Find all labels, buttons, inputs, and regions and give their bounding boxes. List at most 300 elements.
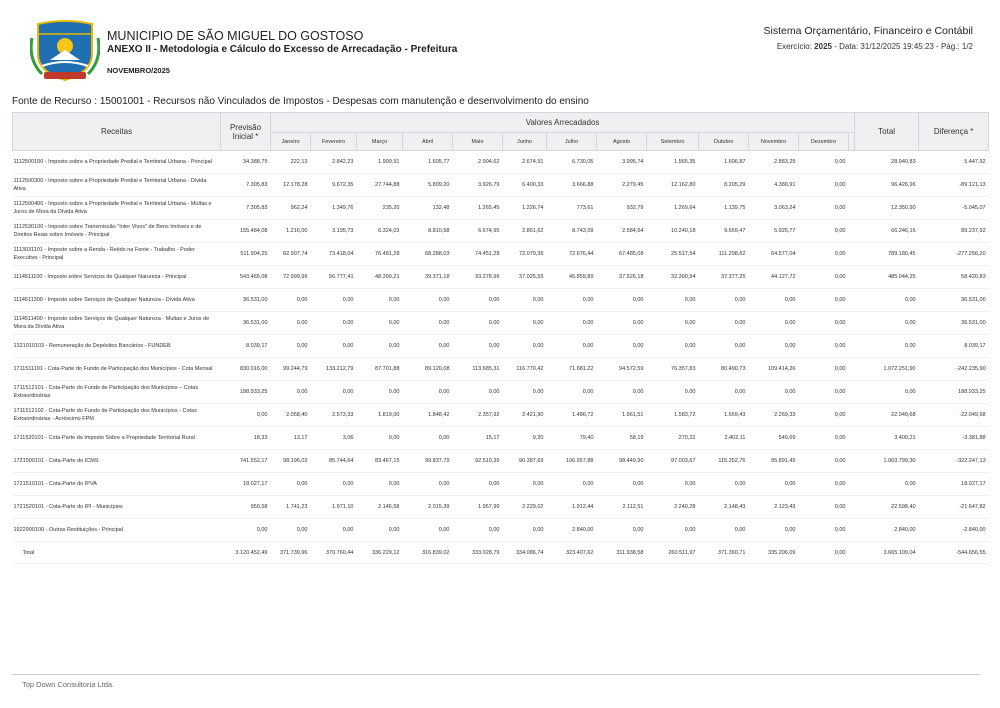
month-value-cell: 71.681,22 [547, 358, 597, 381]
month-value-cell: 0,00 [453, 473, 503, 496]
total-cell: 1.072.251,90 [855, 358, 919, 381]
previsao-cell: 950,58 [221, 496, 271, 519]
month-header: Fevereiro [311, 133, 357, 151]
month-value-cell: 0,00 [357, 519, 403, 542]
month-value-cell: 0,00 [311, 335, 357, 358]
total-cell: 2.840,00 [855, 519, 919, 542]
page-number: Pág.: 1/2 [940, 42, 973, 51]
diferenca-cell: -89.121,13 [919, 174, 989, 197]
month-value-cell: 133.212,79 [311, 358, 357, 381]
month-value-cell: 0,00 [403, 473, 453, 496]
table-row [13, 220, 989, 243]
month-value-cell: 0,00 [503, 519, 547, 542]
receita-cell: 1112500400 - Imposto sobre a Propriedade Predial e Territorial Urbana - Multas e Juros de Mora da Dívida Ativa [13, 197, 221, 220]
col-receitas: Receitas [13, 113, 221, 151]
total-cell: 0,00 [855, 289, 919, 312]
total-cell: 1.063.799,30 [855, 450, 919, 473]
month-value-cell: 333.028,79 [453, 542, 503, 564]
report-month: NOVEMBRO/2025 [107, 66, 170, 75]
total-cell: 3.665.109,04 [855, 542, 919, 564]
month-value-cell: 0,00 [453, 312, 503, 335]
month-value-cell: 2.146,58 [357, 496, 403, 519]
col-total: Total [855, 113, 919, 151]
col-valores-arrecadados: Valores Arrecadados [271, 113, 855, 133]
month-value-cell: 1.961,51 [597, 404, 647, 427]
month-value-cell: 0,00 [311, 381, 357, 404]
table-row [13, 197, 989, 220]
month-value-cell: 12.178,28 [271, 174, 311, 197]
month-value-cell: 1.216,00 [271, 220, 311, 243]
month-value-cell: 0,00 [749, 289, 799, 312]
month-header: Junho [503, 133, 547, 151]
table-row [13, 243, 989, 266]
month-value-cell: 8.810,68 [403, 220, 453, 243]
report-meta [777, 42, 973, 51]
receita-cell: 1321010103 - Remuneração de Depósitos Bancários - FUNDEB [13, 335, 221, 358]
month-value-cell: 37.377,25 [699, 266, 749, 289]
month-value-cell: 371.739,96 [271, 542, 311, 564]
month-value-cell: 73.418,04 [311, 243, 357, 266]
month-value-cell: 3.195,73 [311, 220, 357, 243]
month-value-cell: 0,00 [647, 381, 699, 404]
diferenca-cell: 18.027,17 [919, 473, 989, 496]
month-value-cell: 0,00 [699, 335, 749, 358]
month-value-cell: 0,00 [799, 473, 849, 496]
month-value-cell: 0,00 [453, 381, 503, 404]
month-value-cell: 0,00 [271, 335, 311, 358]
month-value-cell: 83.467,15 [357, 450, 403, 473]
table-row [13, 450, 989, 473]
receita-cell: 1721520101 - Cota-Parte do IPI - Municípios [13, 496, 221, 519]
month-value-cell: 2.058,40 [271, 404, 311, 427]
table-row [13, 335, 989, 358]
month-value-cell: 0,00 [799, 381, 849, 404]
month-value-cell: 1.741,23 [271, 496, 311, 519]
previsao-cell: 7.305,83 [221, 174, 271, 197]
month-value-cell: 0,00 [597, 312, 647, 335]
month-value-cell: 0,00 [597, 381, 647, 404]
report-date: - Data: 31/12/2025 19:45:23 - [834, 42, 939, 51]
month-value-cell: 260.511,97 [647, 542, 699, 564]
previsao-cell: 0,00 [221, 519, 271, 542]
month-value-cell: 68.288,03 [403, 243, 453, 266]
month-value-cell: 0,00 [597, 335, 647, 358]
month-value-cell: 8.743,09 [547, 220, 597, 243]
month-value-cell: 2.904,62 [453, 151, 503, 174]
month-value-cell: 5.925,77 [749, 220, 799, 243]
month-value-cell: 72.676,44 [547, 243, 597, 266]
month-value-cell: 0,00 [799, 220, 849, 243]
month-value-cell: 773,61 [547, 197, 597, 220]
month-value-cell: 0,00 [799, 243, 849, 266]
month-value-cell: 106.957,88 [547, 450, 597, 473]
month-value-cell: 0,00 [357, 312, 403, 335]
month-value-cell: 0,00 [647, 335, 699, 358]
month-value-cell: 1.265,45 [453, 197, 503, 220]
exercicio-label: Exercício: [776, 42, 812, 51]
month-value-cell: 6.730,05 [547, 151, 597, 174]
month-value-cell: 0,00 [271, 473, 311, 496]
previsao-cell: 0,00 [221, 404, 271, 427]
month-header: Outubro [699, 133, 749, 151]
month-value-cell: 45.859,89 [547, 266, 597, 289]
month-value-cell: 6.674,95 [453, 220, 503, 243]
col-diferenca: Diferença * [919, 113, 989, 151]
month-value-cell: 0,00 [647, 289, 699, 312]
total-cell: 96.426,96 [855, 174, 919, 197]
previsao-cell: 830.016,00 [221, 358, 271, 381]
receita-cell: 1922990100 - Outras Restituições - Principal [13, 519, 221, 542]
month-value-cell: 2.269,33 [749, 404, 799, 427]
month-value-cell: 0,00 [699, 381, 749, 404]
month-value-cell: 1.565,35 [647, 151, 699, 174]
month-value-cell: 113.685,31 [453, 358, 503, 381]
month-value-cell: 0,00 [799, 519, 849, 542]
month-value-cell: 0,00 [453, 519, 503, 542]
diferenca-cell: -544.656,55 [919, 542, 989, 564]
month-value-cell: 2.148,43 [699, 496, 749, 519]
month-value-cell: 0,00 [547, 312, 597, 335]
previsao-cell: 3.120.452,49 [221, 542, 271, 564]
month-value-cell: 1.486,72 [547, 404, 597, 427]
month-value-cell: 0,00 [547, 335, 597, 358]
diferenca-cell: -5.045,07 [919, 197, 989, 220]
month-value-cell: 109.414,26 [749, 358, 799, 381]
month-value-cell: 76.481,28 [357, 243, 403, 266]
month-value-cell: 0,00 [749, 381, 799, 404]
table-row [13, 427, 989, 450]
month-value-cell: 0,00 [597, 473, 647, 496]
receita-cell: 1711520101 - Cota-Parte do Imposto Sobre a Propriedade Territorial Rural [13, 427, 221, 450]
month-value-cell: 0,00 [503, 312, 547, 335]
table-row [13, 519, 989, 542]
diferenca-cell: -3.381,88 [919, 427, 989, 450]
table-header-row [13, 113, 989, 133]
month-value-cell: 2.229,02 [503, 496, 547, 519]
month-header: Abril [403, 133, 453, 151]
month-value-cell: 76.357,83 [647, 358, 699, 381]
month-value-cell: 94.572,59 [597, 358, 647, 381]
diferenca-cell: 89.237,92 [919, 220, 989, 243]
receita-cell: 1721510101 - Cota-Parte do IPVA [13, 473, 221, 496]
month-value-cell: 371.360,71 [699, 542, 749, 564]
diferenca-cell: 58.420,83 [919, 266, 989, 289]
total-label: Total [13, 542, 221, 564]
month-value-cell: 0,00 [503, 381, 547, 404]
month-value-cell: 0,00 [799, 174, 849, 197]
month-value-cell: 0,00 [403, 289, 453, 312]
month-value-cell: 0,00 [271, 289, 311, 312]
month-header: Novembro [749, 133, 799, 151]
month-value-cell: 0,00 [799, 266, 849, 289]
month-value-cell: 0,00 [503, 473, 547, 496]
previsao-cell: 543.465,08 [221, 266, 271, 289]
table-body [13, 151, 989, 564]
table-row [13, 151, 989, 174]
month-value-cell: 0,00 [357, 381, 403, 404]
previsao-cell: 188.933,25 [221, 381, 271, 404]
month-value-cell: 0,00 [799, 335, 849, 358]
total-cell: 66.246,16 [855, 220, 919, 243]
month-value-cell: 0,00 [357, 335, 403, 358]
month-value-cell: 97.003,67 [647, 450, 699, 473]
month-value-cell: 0,00 [699, 312, 749, 335]
month-value-cell: 0,00 [311, 312, 357, 335]
month-value-cell: 316.839,02 [403, 542, 453, 564]
month-value-cell: 0,00 [799, 151, 849, 174]
month-value-cell: 2.015,39 [403, 496, 453, 519]
month-value-cell: 0,00 [547, 473, 597, 496]
total-cell: 485.044,25 [855, 266, 919, 289]
receita-cell: 1711511101 - Cota-Parte do Fundo de Participação dos Municípios - Cota Mensal [13, 358, 221, 381]
month-value-cell: 116.770,42 [503, 358, 547, 381]
month-value-cell: 3,06 [311, 427, 357, 450]
diferenca-cell: -21.647,82 [919, 496, 989, 519]
receita-cell: 1711512101 - Cota-Parte do Fundo de Participação dos Municípios – Cotas Extraordinárias [13, 381, 221, 404]
month-value-cell: 74.451,28 [453, 243, 503, 266]
month-value-cell: 1.669,43 [699, 404, 749, 427]
previsao-cell: 741.552,17 [221, 450, 271, 473]
report-header [0, 0, 1000, 90]
diferenca-cell: -22.049,68 [919, 404, 989, 427]
month-value-cell: 2.584,64 [597, 220, 647, 243]
month-value-cell: 33.278,96 [453, 266, 503, 289]
exercicio-value: 2025 [814, 42, 832, 51]
previsao-cell: 34.388,75 [221, 151, 271, 174]
month-value-cell: 4.380,91 [749, 174, 799, 197]
diferenca-cell: -2.840,00 [919, 519, 989, 542]
month-value-cell: 962,24 [271, 197, 311, 220]
month-value-cell: 25.517,54 [647, 243, 699, 266]
month-header: Julho [547, 133, 597, 151]
month-value-cell: 111.298,62 [699, 243, 749, 266]
diferenca-cell: -242.235,90 [919, 358, 989, 381]
fonte-de-recurso: Fonte de Recurso : 15001001 - Recursos não Vinculados de Impostos - Despesas com manutenção e desenvolvimento do ensino [12, 96, 589, 107]
month-value-cell: 0,00 [271, 519, 311, 542]
month-value-cell: 0,00 [799, 404, 849, 427]
month-value-cell: 0,00 [357, 289, 403, 312]
month-value-cell: 0,00 [749, 473, 799, 496]
month-value-cell: 98.449,90 [597, 450, 647, 473]
receita-cell: 1721500101 - Cota-Parte do ICMS [13, 450, 221, 473]
total-cell: 0,00 [855, 312, 919, 335]
receita-cell: 1112530100 - Imposto sobre Transmissão "Inter Vivos" de Bens Imóveis e de Direitos Reais sobre Imóveis - Principal [13, 220, 221, 243]
receita-cell: 1114511100 - Imposto sobre Serviços de Qualquer Natureza - Principal [13, 266, 221, 289]
month-value-cell: 2.421,90 [503, 404, 547, 427]
month-value-cell: 99.837,79 [403, 450, 453, 473]
month-value-cell: 3.995,74 [597, 151, 647, 174]
month-value-cell: 2.279,45 [597, 174, 647, 197]
month-value-cell: 10.240,18 [647, 220, 699, 243]
month-value-cell: 2.402,11 [699, 427, 749, 450]
month-value-cell: 0,00 [799, 496, 849, 519]
month-value-cell: 2.112,51 [597, 496, 647, 519]
month-header: Dezembro [799, 133, 849, 151]
month-value-cell: 82.907,74 [271, 243, 311, 266]
month-value-cell: 0,00 [597, 289, 647, 312]
month-value-cell: 0,00 [799, 289, 849, 312]
total-cell: 28.940,83 [855, 151, 919, 174]
col-previsao: Previsão Inicial * [221, 113, 271, 151]
month-value-cell: 2.861,62 [503, 220, 547, 243]
previsao-cell: 36.531,00 [221, 312, 271, 335]
month-value-cell: 0,00 [699, 289, 749, 312]
month-value-cell: 37.526,18 [597, 266, 647, 289]
month-value-cell: 12.162,80 [647, 174, 699, 197]
month-value-cell: 3.926,79 [453, 174, 503, 197]
month-value-cell: 1.606,87 [699, 151, 749, 174]
previsao-cell: 18,33 [221, 427, 271, 450]
month-value-cell: 132,48 [403, 197, 453, 220]
month-value-cell: 13,17 [271, 427, 311, 450]
receita-cell: 1113031101 - Imposto sobre a Renda - Retido na Fonte - Trabalho - Poder Executivo - Principal [13, 243, 221, 266]
total-cell: 0,00 [855, 335, 919, 358]
month-value-cell: 1.583,72 [647, 404, 699, 427]
month-value-cell: 0,00 [403, 312, 453, 335]
month-value-cell: 98.196,02 [271, 450, 311, 473]
month-value-cell: 0,00 [699, 519, 749, 542]
month-value-cell: 0,00 [799, 312, 849, 335]
footer-company: Top Down Consultoria Ltda. [22, 680, 115, 689]
previsao-cell: 36.531,00 [221, 289, 271, 312]
table-row [13, 404, 989, 427]
month-value-cell: 1.848,42 [403, 404, 453, 427]
system-name: Sistema Orçamentário, Financeiro e Contábil [763, 25, 973, 37]
month-header: Maio [453, 133, 503, 151]
table-row [13, 312, 989, 335]
month-value-cell: 72.999,96 [271, 266, 311, 289]
month-value-cell: 0,00 [799, 427, 849, 450]
month-value-cell: 89.120,08 [403, 358, 453, 381]
month-value-cell: 0,00 [311, 289, 357, 312]
month-value-cell: 311.938,58 [597, 542, 647, 564]
month-value-cell: 0,00 [271, 381, 311, 404]
month-value-cell: 58,19 [597, 427, 647, 450]
month-value-cell: 0,00 [311, 473, 357, 496]
total-cell: 22.598,40 [855, 496, 919, 519]
month-value-cell: 1.957,99 [453, 496, 503, 519]
previsao-cell: 8.039,17 [221, 335, 271, 358]
total-cell: 3.400,21 [855, 427, 919, 450]
footer-divider [12, 674, 980, 675]
month-value-cell: 1.909,91 [357, 151, 403, 174]
month-value-cell: 9,20 [503, 427, 547, 450]
month-value-cell: 115.352,76 [699, 450, 749, 473]
table-row [13, 174, 989, 197]
month-value-cell: 87.701,88 [357, 358, 403, 381]
month-value-cell: 0,00 [799, 542, 849, 564]
month-value-cell: 56.777,41 [311, 266, 357, 289]
receita-cell: 1112500300 - Imposto sobre a Propriedade Predial e Territorial Urbana - Dívida Ativa [13, 174, 221, 197]
month-value-cell: 0,00 [647, 519, 699, 542]
month-header: Agosto [597, 133, 647, 151]
month-value-cell: 2.674,91 [503, 151, 547, 174]
table-row [13, 358, 989, 381]
month-header: Janeiro [271, 133, 311, 151]
month-value-cell: 0,00 [403, 427, 453, 450]
previsao-cell: 18.027,17 [221, 473, 271, 496]
month-value-cell: 64.577,04 [749, 243, 799, 266]
month-value-cell: 9.669,47 [699, 220, 749, 243]
month-value-cell: 0,00 [403, 335, 453, 358]
diferenca-cell: 36.531,00 [919, 289, 989, 312]
previsao-cell: 155.484,08 [221, 220, 271, 243]
month-value-cell: 2.842,23 [311, 151, 357, 174]
month-value-cell: 8.205,29 [699, 174, 749, 197]
month-value-cell: 85.744,64 [311, 450, 357, 473]
diferenca-cell: 36.531,00 [919, 312, 989, 335]
diferenca-cell: 188.933,25 [919, 381, 989, 404]
receita-cell: 1114511400 - Imposto sobre Serviços de Qualquer Natureza - Multas e Juros de Mora da Dívida Ativa [13, 312, 221, 335]
month-value-cell: 335.206,09 [749, 542, 799, 564]
month-value-cell: 44.127,72 [749, 266, 799, 289]
month-header-spacer [849, 133, 855, 151]
month-value-cell: 1.349,76 [311, 197, 357, 220]
month-value-cell: 15,17 [453, 427, 503, 450]
diferenca-cell: 8.039,17 [919, 335, 989, 358]
table-row [13, 266, 989, 289]
month-value-cell: 2.123,43 [749, 496, 799, 519]
month-value-cell: 0,00 [597, 519, 647, 542]
receita-cell: 1114511300 - Imposto sobre Serviços de Qualquer Natureza - Dívida Ativa [13, 289, 221, 312]
month-value-cell: 2.883,25 [749, 151, 799, 174]
month-header: Setembro [647, 133, 699, 151]
month-value-cell: 0,00 [799, 358, 849, 381]
total-cell: 0,00 [855, 381, 919, 404]
month-value-cell: 0,00 [311, 519, 357, 542]
month-value-cell: 99.244,79 [271, 358, 311, 381]
month-value-cell: 2.240,28 [647, 496, 699, 519]
month-value-cell: 5.809,20 [403, 174, 453, 197]
month-value-cell: 0,00 [647, 473, 699, 496]
receita-cell: 1711512102 - Cota-Parte do Fundo de Participação dos Municípios - Cotas Extraordinárias - Acréscimo FPM [13, 404, 221, 427]
month-value-cell: 79,40 [547, 427, 597, 450]
month-value-cell: 0,00 [749, 335, 799, 358]
month-value-cell: 3.666,88 [547, 174, 597, 197]
month-value-cell: 32.300,94 [647, 266, 699, 289]
month-value-cell: 67.485,08 [597, 243, 647, 266]
month-value-cell: 39.371,18 [403, 266, 453, 289]
month-value-cell: 270,22 [647, 427, 699, 450]
month-value-cell: 72.079,36 [503, 243, 547, 266]
month-value-cell: 2.840,00 [547, 519, 597, 542]
month-value-cell: 0,00 [403, 519, 453, 542]
month-value-cell: 0,00 [503, 335, 547, 358]
month-value-cell: 0,00 [357, 427, 403, 450]
total-cell: 22.049,68 [855, 404, 919, 427]
month-value-cell: 3.063,24 [749, 197, 799, 220]
month-value-cell: 2.357,92 [453, 404, 503, 427]
month-value-cell: 1.971,10 [311, 496, 357, 519]
month-value-cell: 0,00 [403, 381, 453, 404]
municipal-coat-of-arms-icon [30, 20, 100, 82]
month-value-cell: 323.407,62 [547, 542, 597, 564]
municipality-name: MUNICIPIO DE SÃO MIGUEL DO GOSTOSO [107, 29, 364, 43]
month-header: Março [357, 133, 403, 151]
total-row [13, 542, 989, 564]
month-value-cell: 1.269,64 [647, 197, 699, 220]
month-value-cell: 37.025,55 [503, 266, 547, 289]
month-value-cell: 0,00 [749, 312, 799, 335]
month-value-cell: 27.744,88 [357, 174, 403, 197]
month-value-cell: 0,00 [749, 519, 799, 542]
month-value-cell: 334.086,74 [503, 542, 547, 564]
month-value-cell: 0,00 [453, 289, 503, 312]
table-row [13, 473, 989, 496]
month-value-cell: 92.510,35 [453, 450, 503, 473]
total-cell: 0,00 [855, 473, 919, 496]
month-value-cell: 0,00 [799, 197, 849, 220]
